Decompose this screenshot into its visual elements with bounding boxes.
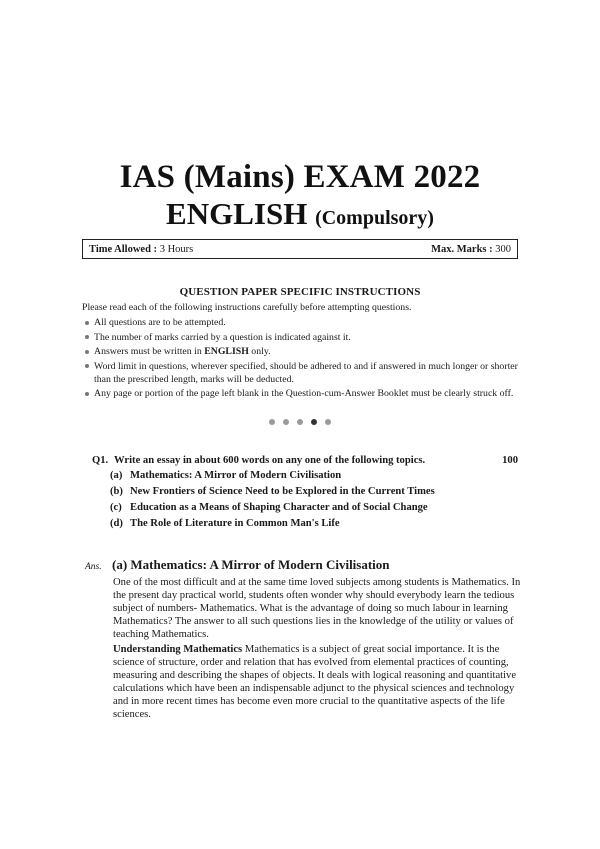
option-text: Mathematics: A Mirror of Modern Civilisation — [130, 470, 342, 481]
section-separator-dots — [0, 419, 600, 425]
option-text: The Role of Literature in Common Man's Life — [130, 518, 340, 529]
max-marks — [431, 244, 511, 255]
subject-qualifier: (Compulsory) — [315, 207, 434, 229]
paragraph-body: Mathematics is a subject of great social importance. It is the science of structure, order and relation that has evolved from elemental practices of counting, measuring and describing the shapes of objects. It deals with logical reasoning and quantitative calculations which have been an indispensable adjunct to the physical sciences and technology and in more recent times has become even more crucial to the quantitative aspects of the life sciences. — [113, 644, 517, 721]
instruction-item: Word limit in questions, wherever specified, should be adhered to and if answered in much longer or shorter than the prescribed length, marks will be deducted. — [82, 360, 522, 386]
topic-options — [110, 470, 450, 534]
time-allowed-label: Time Allowed : — [89, 243, 158, 255]
instructions-heading: QUESTION PAPER SPECIFIC INSTRUCTIONS — [179, 286, 421, 298]
option-label: (b) — [110, 486, 123, 497]
max-marks-value: 300 — [495, 243, 511, 255]
subject-title — [0, 196, 600, 236]
separator-dot — [269, 419, 275, 425]
topic-option — [110, 502, 450, 515]
topic-option — [110, 470, 450, 483]
option-label: (a) — [110, 470, 123, 481]
answer-paragraph-2 — [113, 643, 523, 722]
separator-dot — [283, 419, 289, 425]
instruction-item: All questions are to be attempted. — [82, 316, 522, 329]
option-text: Education as a Means of Shaping Character and of Social Change — [130, 502, 428, 513]
answer-header — [85, 557, 525, 573]
separator-dot — [325, 419, 331, 425]
max-marks-label: Max. Marks : — [431, 243, 493, 255]
instruction-text: Answers must be written in — [94, 346, 205, 358]
separator-dot — [297, 419, 303, 425]
option-text: New Frontiers of Science Need to be Explored in the Current Times — [130, 486, 435, 497]
answer-paragraph-1: One of the most difficult and at the same time loved subjects among students is Mathematics. In the present day practical world, students often wonder why should everybody learn the tedious subject of numbers- Mathematics. What is the advantage of doing so much labour in learning Mathematics? The answer to all such questions lies in the knowledge of the utility or values of teaching Mathematics. — [113, 577, 521, 641]
topic-option — [110, 518, 450, 531]
question-header — [92, 455, 522, 466]
question-marks: 100 — [502, 455, 518, 466]
question-number: Q1. — [92, 455, 109, 466]
paragraph-heading: Understanding Mathematics — [113, 644, 243, 655]
option-label: (c) — [110, 502, 122, 513]
exam-info-bar — [82, 239, 518, 259]
instructions-intro: Please read each of the following instructions carefully before attempting questions. — [82, 302, 412, 313]
answer-title: (a) Mathematics: A Mirror of Modern Civilisation — [112, 557, 390, 572]
exam-title: IAS (Mains) EXAM 2022 — [119, 159, 481, 195]
subject-name: ENGLISH — [166, 196, 308, 231]
question-text: Write an essay in about 600 words on any one of the following topics. — [114, 455, 426, 466]
option-label: (d) — [110, 518, 123, 529]
answer-label: Ans. — [85, 562, 102, 572]
instruction-item: The number of marks carried by a question is indicated against it. — [82, 331, 522, 344]
instruction-text: only. — [248, 346, 271, 358]
language-emphasis: ENGLISH — [204, 346, 249, 358]
instruction-item: Any page or portion of the page left blank in the Question-cum-Answer Booklet must be clearly struck off. — [82, 387, 522, 400]
instruction-item — [82, 345, 522, 358]
time-allowed-value: 3 Hours — [159, 243, 194, 255]
topic-option — [110, 486, 450, 499]
instructions-list — [82, 316, 522, 402]
separator-dot — [311, 419, 317, 425]
time-allowed — [89, 244, 193, 255]
